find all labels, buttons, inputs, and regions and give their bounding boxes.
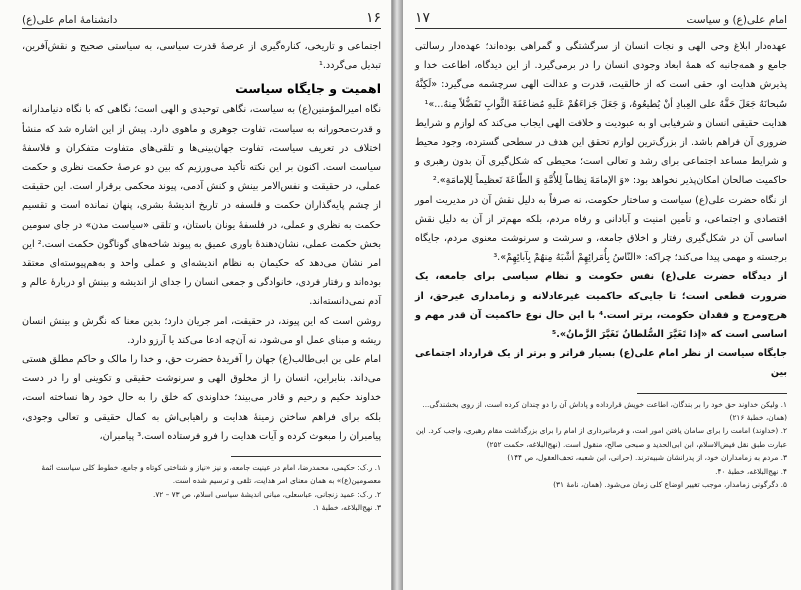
paragraph: نگاه امیرالمؤمنین(ع) به سیاست، نگاهی توحیدی و الهی است؛ نگاهی که با نگاه دنیامدارانه و قدرت‌محورانه به سیاست، تفاوت جوهری و ماهوی دارد. پیش از این اشاره شد که منشأ اختلاف در تعریف سیاست، تفاوت جهان‌بینی‌ها و تلقی‌های متفاوت متفکران و فلاسفهٔ سیاست است. اکنون بر این نکته تأکید می‌ورزیم که بین دو عرصهٔ حکمت نظری و حکمت عملی، در حقیقت و نفس‌الامر بینش و کنش آدمی، پیوند محکمی برقرار است. این حقیقت از چشم پایه‌گذاران حکمت و فلسفه در تاریخ اندیشهٔ بشری، پنهان نمانده است و تقسیم حکمت به نظری و عملی، در فلسفهٔ یونان باستان، و تلقی «سیاست مدن» در جای سومین بخش حکمت عملی، نشان‌دهندهٔ باوری عمیق به پیوند شاخه‌های گوناگون حکمت است.² این امر نشان می‌دهد که حکیمان به نظام اندیشه‌ای و عملی واحد و به‌هم‌پیوسته‌ای معتقد بوده‌اند و رفتار فردی، خانوادگی و جمعی انسان را جدای از اندیشه و بینش او دربارهٔ عالم و آدم نمی‌دانسته‌اند.	[22, 104, 381, 308]
footnote: ۲. (خداوند) امامت را برای سامان یافتن امور امت، و فرمانبرداری از امام را برای بزرگداشت مقام رهبری، واجب کرد. این عبارت طبق نقل فیض‌الاسلام، ابن ابی‌الحدید و صبحی صالح، منقول است. (نهج‌البلاغه، حکمت ۲۵۲)	[415, 426, 787, 449]
left-page	[0, 0, 392, 590]
footnotes	[415, 398, 787, 492]
right-running-head	[415, 6, 787, 29]
left-running-head	[22, 6, 381, 29]
page-number: ۱۷	[415, 10, 431, 26]
book-gutter	[392, 0, 403, 590]
footnote: ۳. مردم به زمامداران خود، از پدرانشان شبیه‌ترند. (حرانی، ابن شعبه، تحف‌العقول، ص ۱۴۴)	[507, 453, 787, 463]
footnote: ۲. ر.ک: عمید زنجانی، عباسعلی، مبانی اندیشهٔ سیاسی اسلام، ص ۷۳ – ۷۲.	[152, 489, 381, 499]
footnote: ۱. ر.ک: حکیمی، محمدرضا، امام در عینیت جامعه، و نیز «نیاز و شناختی کوتاه و جامع، خطوط کلی سیاست ائمهٔ معصومین(ع)» به همان معنای امر هدایت، تلقی و ترسیم شده است.	[41, 463, 381, 486]
paragraph: از دیدگاه حضرت علی(ع) نفس حکومت و نظام سیاسی برای جامعه، یک ضرورت قطعی است؛ تا جایی‌که حاکمیت غیرعادلانه و زمامداری غیرحق، از هرج‌ومرج و فقدان حکومت، برتر است.⁴ با این حال نوع حاکمیت آن قدر مهم و اساسی است که «إذا تَغَیَّرَ السُّلطانُ تَغَیَّرَ الزَّمانُ».⁵	[415, 271, 787, 341]
running-title: امام علی(ع) و سیاست	[686, 14, 787, 26]
paragraph: از نگاه حضرت علی(ع) سیاست و ساختار حکومت، نه صرفاً به دلیل نقش آن در مدیریت امور اقتصادی و اجتماعی، و تأمین امنیت و آبادانی و رفاه مردم، بلکه مهم‌تر از آن به دلیل نقش اساسی آن در شکل‌گیری رفتار و اخلاق جامعه، و سرشت و سرنوشت معنوی مردم، جایگاه برجسته و مهمی پیدا می‌کند؛ چراکه: «النّاسُ بِأُمَرائِهِمْ أشْبَهُ مِنهُمْ بِآبائِهِمْ».³	[415, 194, 787, 264]
footnote: ۴. نهج‌البلاغه، خطبهٔ ۴۰.	[715, 466, 787, 476]
footnote-separator	[637, 393, 787, 394]
section-heading: اهمیت و جایگاه سیاست	[235, 81, 381, 97]
paragraph: جایگاه سیاست از نظر امام علی(ع) بسیار فراتر و برتر از یک قرارداد اجتماعی بین	[415, 348, 787, 379]
right-page	[403, 0, 801, 590]
page-number: ۱۶	[365, 10, 381, 26]
running-title: دانشنامهٔ امام علی(ع)	[22, 14, 118, 26]
paragraph: امام علی بن ابی‌طالب(ع) جهان را آفریدهٔ حضرت حق، و خدا را مالک و حاکم مطلق هستی می‌داند. بنابراین، انسان را از مخلوق الهی و سرنوشت حقیقی و تکوینی او را در دست خداوند حکیم و رحیم و قادر می‌بیند؛ خداوندی که خلق را به حال خود رها نساخته است، بلکه برای فراهم ساختن زمینهٔ هدایت و راهیابی‌اش به کمال حقیقی و تعالی وجودی، پیامبران را مبعوث کرده و آیات هدایت را فرو فرستاده است.³ پیامبران،	[22, 354, 381, 442]
footnote-separator	[231, 456, 381, 457]
paragraph: هدایت حقیقی انسان و شرفیابی او به عبودیت و خلافت الهی ایجاب می‌کند که لوازم و شرایط ضروری آن فراهم باشد. از بزرگ‌ترین لوازم تحقق این هدف در سطحی گسترده، وجود محیط و شرایط مساعد اجتماعی برای رشد و تعالی است؛ محیطی که شکل‌گیری آن بدون رهبری و حاکمیت صالحان امکان‌پذیر نخواهد بود: «وَ الإمامَةَ نِظاماً لِلأُمَّةِ وَ الطّاعَةَ تَعظیماً لِلإمامَةِ».²	[415, 117, 787, 187]
footnote: ۳. نهج‌البلاغه، خطبهٔ ۱.	[313, 503, 381, 513]
paragraph: عهده‌دار ابلاغ وحی الهی و نجات انسان از سرگشتگی و گمراهی بوده‌اند؛ عهده‌دار رسالتی جامع و همه‌جانبه که همهٔ ابعاد وجودی انسان را در برمی‌گیرد. از این دیدگاه، اطاعت خدا و پذیرش هدایت او، حقی است که از خالقیت، قدرت و عدالت الهی سرچشمه می‌گیرد: «لَکِنَّهُ سُبحانَهُ جَعَلَ حَقَّهُ علی العِبادِ أنْ یُطیعُوهُ، وَ جَعَلَ جَزاءَهُمْ عَلَیهِ مُضاعَفَةَ الثَّوابِ تَفَضُّلاً مِنهُ...»¹	[415, 41, 787, 110]
paragraph: اجتماعی و تاریخی، کناره‌گیری از عرصهٔ قدرت سیاسی، به سیاستی صحیح و نقش‌آفرین، تبدیل می‌گردد.¹	[22, 41, 381, 72]
footnote: ۵. دگرگونی زمامدار، موجب تغییر اوضاع کلی زمان می‌شود. (همان، نامهٔ ۳۱)	[553, 480, 787, 490]
paragraph: روشن است که این پیوند، در حقیقت، امر جریان دارد؛ بدین معنا که نگرش و بینش انسان ریشه و مبنای عمل او می‌شود، نه آن‌چه ادعا می‌کند یا آرزو دارد.	[22, 315, 381, 346]
footnotes	[22, 461, 381, 515]
footnote: ۱. ولیکن خداوند حق خود را بر بندگان، اطاعت خویش قرارداده و پاداش آن را دو چندان کرده است، از روی بخشندگی... (همان، خطبهٔ ۲۱۶)	[422, 399, 787, 423]
